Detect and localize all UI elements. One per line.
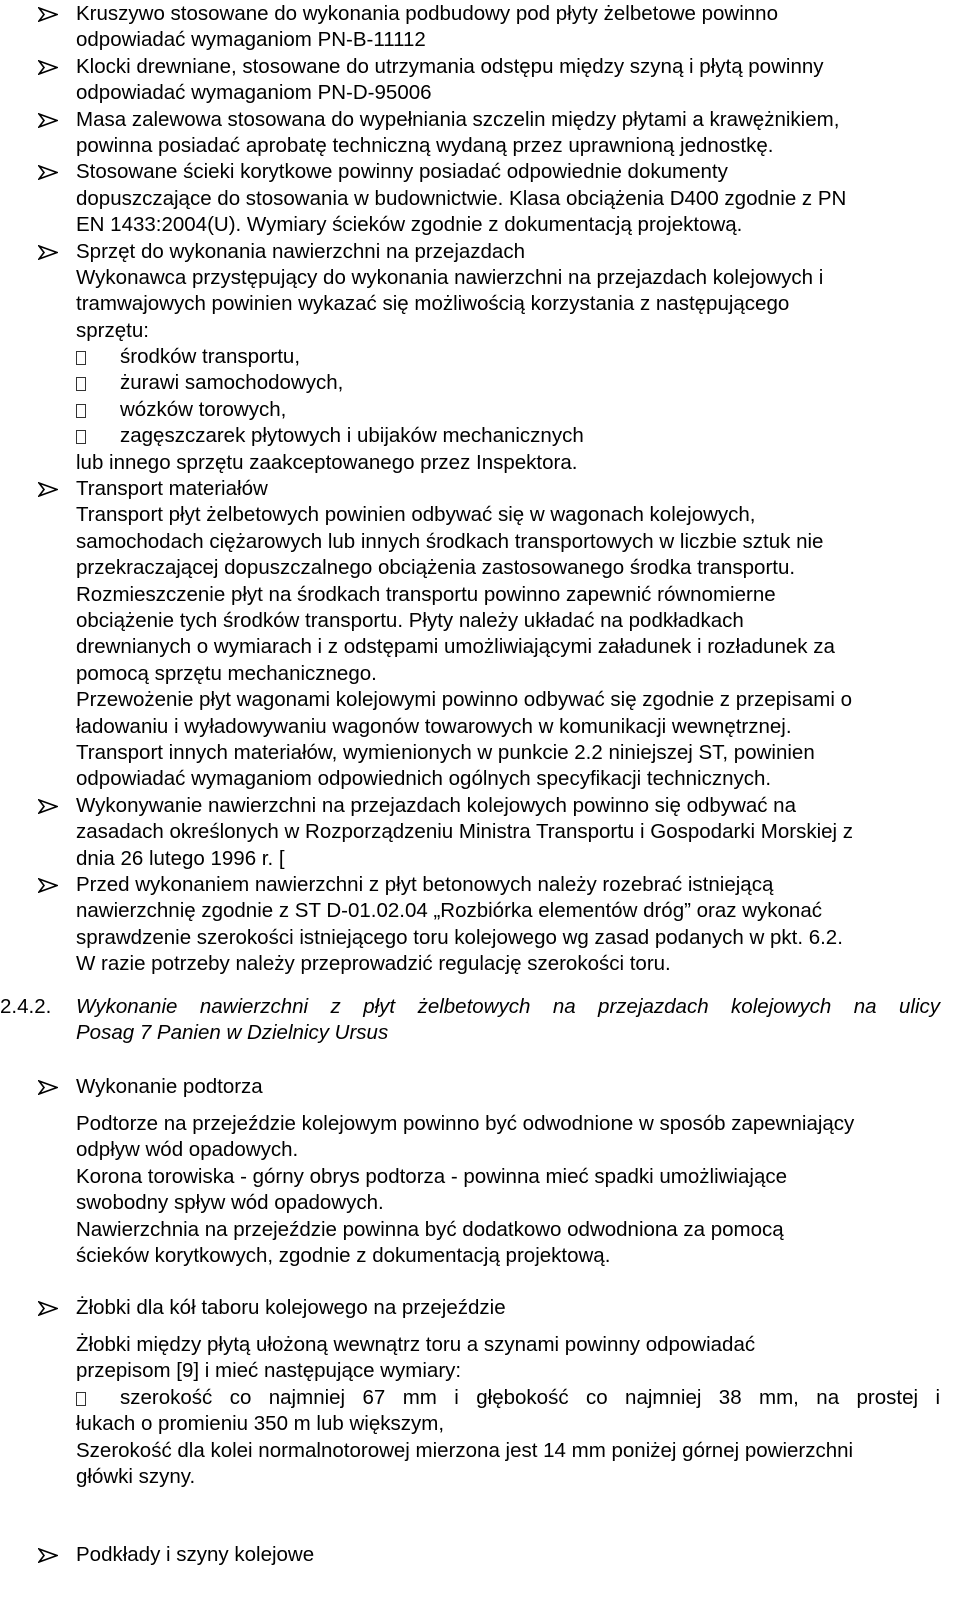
bullet-item [0, 107, 960, 133]
line-text: wózków torowych, [120, 397, 287, 421]
line-text: swobodny spływ wód opadowych. [76, 1191, 384, 1215]
line-text: Wykonanie podtorza [76, 1075, 263, 1098]
line-text: Przewożenie płyt wagonami kolejowymi powinno odbywać się zgodnie z przepisami o [76, 688, 852, 712]
arrow-bullet-icon [38, 1295, 62, 1321]
line-text: sprzętu: [76, 318, 149, 342]
line-text: ładowaniu i wyładowywaniu wagonów towarowych w komunikacji wewnętrznej. [76, 714, 792, 738]
section-heading [0, 994, 960, 1047]
line-text: przepisom [9] i mieć następujące wymiary: [76, 1359, 462, 1383]
text-line [0, 1358, 960, 1384]
square-bullet-icon [76, 404, 86, 418]
text-line [0, 714, 960, 740]
arrow-bullet-icon [38, 1074, 62, 1100]
text-line [0, 80, 960, 106]
text-line [0, 951, 960, 977]
line-text: zagęszczarek płytowych i ubijaków mechanicznych [120, 424, 584, 448]
section-title-line2: Posag 7 Panien w Dzielnicy Ursus [76, 1021, 389, 1045]
bullet-item [0, 54, 960, 80]
line-text: Żłobki między płytą ułożoną wewnątrz toru a szynami powinny odpowiadać [76, 1333, 756, 1356]
text-line [0, 423, 960, 449]
text-line [0, 582, 960, 608]
bullet-item [0, 872, 960, 898]
line-text: Podtorze na przejeździe kolejowym powinno być odwodnione w sposób zapewniający [76, 1112, 855, 1135]
line-text: EN 1433:2004(U). Wymiary ścieków zgodnie z dokumentacją projektową. [76, 213, 743, 237]
line-text: odpływ wód opadowych. [76, 1138, 299, 1162]
arrow-bullet-icon [38, 54, 62, 80]
line-text: łukach o promieniu 350 m lub większym, [76, 1412, 445, 1436]
line-text: Transport innych materiałów, wymienionych w punkcie 2.2 niniejszej ST, powinien [76, 740, 815, 764]
section-title-line1: 2.4.2. Wykonanie nawierzchni z płyt żelbetowych na przejazdach kolejowych na ulicy [0, 994, 960, 1020]
line-text: powinna posiadać aprobatę techniczną wydaną przez uprawnioną jednostkę. [76, 133, 774, 157]
arrow-bullet-icon [38, 1, 62, 27]
bullet-item [0, 1074, 960, 1100]
text-line [0, 529, 960, 555]
text-line [0, 1137, 960, 1163]
line-text: żurawi samochodowych, [120, 371, 344, 395]
square-bullet-icon [76, 430, 86, 444]
text-line [0, 133, 960, 159]
arrow-bullet-icon [38, 793, 62, 819]
text-line [0, 1164, 960, 1190]
line-text: Sprzęt do wykonania nawierzchni na przejazdach [76, 239, 525, 263]
text-line [0, 1217, 960, 1243]
text-line [0, 898, 960, 924]
text-line [0, 634, 960, 660]
line-text: Żłobki dla kół taboru kolejowego na przejeździe [76, 1296, 506, 1319]
subsection-zlobki-body [0, 1332, 960, 1490]
text-line [0, 186, 960, 212]
line-text: Nawierzchnia na przejeździe powinna być dodatkowo odwodniona za pomocą [76, 1217, 784, 1241]
line-text: pomocą sprzętu mechanicznego. [76, 661, 377, 685]
line-text: Kruszywo stosowane do wykonania podbudowy pod płyty żelbetowe powinno [76, 2, 778, 25]
line-text: Przed wykonaniem nawierzchni z płyt betonowych należy rozebrać istniejącą [76, 872, 774, 896]
text-line [0, 291, 960, 317]
materials-list [0, 1, 960, 977]
bullet-item [0, 793, 960, 819]
line-text: Wykonawca przystępujący do wykonania nawierzchni na przejazdach kolejowych i [76, 265, 824, 289]
text-line [0, 1411, 960, 1437]
line-text: sprawdzenie szerokości istniejącego toru kolejowego wg zasad podanych w pkt. 6.2. [76, 925, 843, 949]
text-line [0, 265, 960, 291]
subsection-zlobki-heading [0, 1295, 960, 1321]
line-text: szerokość co najmniej 67 mm i głębokość co najmniej 38 mm, na prostej i [120, 1385, 940, 1409]
arrow-bullet-icon [38, 159, 62, 185]
line-text: tramwajowych powinien wykazać się możliwością korzystania z następującego [76, 292, 790, 316]
square-bullet-icon [76, 351, 86, 365]
text-line [0, 1385, 960, 1411]
bullet-item [0, 159, 960, 185]
line-text: Korona torowiska - górny obrys podtorza - powinna mieć spadki umożliwiające [76, 1164, 787, 1188]
line-text: odpowiadać wymaganiom odpowiednich ogólnych specyfikacji technicznych. [76, 767, 772, 791]
text-line [0, 1190, 960, 1216]
text-line [0, 555, 960, 581]
bullet-item [0, 476, 960, 502]
subsection-podklady-heading [0, 1542, 960, 1568]
bullet-item [0, 1295, 960, 1321]
line-text: Transport materiałów [76, 477, 268, 501]
text-line [0, 1111, 960, 1137]
line-text: ścieków korytkowych, zgodnie z dokumentacją projektową. [76, 1243, 611, 1267]
text-line [0, 661, 960, 687]
arrow-bullet-icon [38, 476, 62, 502]
line-text: główki szyny. [76, 1464, 196, 1488]
line-text: drewnianych o wymiarach i z odstępami umożliwiającymi załadunek i rozładunek za [76, 635, 835, 659]
text-line [0, 212, 960, 238]
line-text: Podkłady i szyny kolejowe [76, 1543, 315, 1566]
line-text: Stosowane ścieki korytkowe powinny posiadać odpowiednie dokumenty [76, 160, 728, 184]
text-line [0, 27, 960, 53]
text-line [0, 846, 960, 872]
line-text: Transport płyt żelbetowych powinien odbywać się w wagonach kolejowych, [76, 503, 756, 527]
line-text: Masa zalewowa stosowana do wypełniania szczelin między płytami a krawężnikiem, [76, 107, 840, 131]
square-bullet-icon [76, 1392, 86, 1406]
arrow-bullet-icon [38, 1542, 62, 1568]
text-line [0, 450, 960, 476]
text-line [0, 1464, 960, 1490]
bullet-item [0, 1542, 960, 1568]
line-text: zasadach określonych w Rozporządzeniu Ministra Transportu i Gospodarki Morskiej z [76, 820, 854, 844]
arrow-bullet-icon [38, 239, 62, 265]
line-text: W razie potrzeby należy przeprowadzić regulację szerokości toru. [76, 952, 671, 976]
text-line [0, 1438, 960, 1464]
square-bullet-icon [76, 377, 86, 391]
line-text: obciążenie tych środków transportu. Płyty należy układać na podkładkach [76, 608, 744, 632]
text-line [0, 687, 960, 713]
text-line [0, 1243, 960, 1269]
bullet-item [0, 239, 960, 265]
text-line [0, 1332, 960, 1358]
line-text: dopuszczające do stosowania w budownictwie. Klasa obciążenia D400 zgodnie z PN [76, 186, 847, 210]
line-text: dnia 26 lutego 1996 r. [ [76, 846, 285, 870]
arrow-bullet-icon [38, 107, 62, 133]
text-line [0, 819, 960, 845]
text-line [0, 608, 960, 634]
line-text: przekraczającej dopuszczalnego obciążenia zastosowanego środka transportu. [76, 556, 796, 580]
arrow-bullet-icon [38, 872, 62, 898]
subsection-podtorze-heading [0, 1074, 960, 1100]
subsection-podtorze-body [0, 1111, 960, 1269]
text-line [0, 740, 960, 766]
line-text: nawierzchnię zgodnie z ST D-01.02.04 „Rozbiórka elementów dróg” oraz wykonać [76, 899, 822, 923]
line-text: Wykonywanie nawierzchni na przejazdach kolejowych powinno się odbywać na [76, 793, 796, 817]
line-text: Szerokość dla kolei normalnotorowej mierzona jest 14 mm poniżej górnej powierzchni [76, 1438, 854, 1462]
text-line [0, 925, 960, 951]
text-line [0, 344, 960, 370]
line-text: odpowiadać wymaganiom PN-D-95006 [76, 81, 432, 105]
line-text: samochodach ciężarowych lub innych środkach transportowych w liczbie sztuk nie [76, 529, 824, 553]
text-line [0, 397, 960, 423]
text-line [0, 370, 960, 396]
line-text: odpowiadać wymaganiom PN-B-11112 [76, 28, 426, 52]
text-line [0, 766, 960, 792]
text-line [0, 502, 960, 528]
line-text: lub innego sprzętu zaakceptowanego przez Inspektora. [76, 450, 578, 474]
bullet-item [0, 1, 960, 27]
line-text: Klocki drewniane, stosowane do utrzymania odstępu między szyną i płytą powinny [76, 54, 824, 78]
text-line [0, 318, 960, 344]
line-text: Rozmieszczenie płyt na środkach transportu powinno zapewnić równomierne [76, 582, 776, 606]
line-text: środków transportu, [120, 345, 301, 369]
section-number: 2.4.2. [0, 995, 52, 1018]
